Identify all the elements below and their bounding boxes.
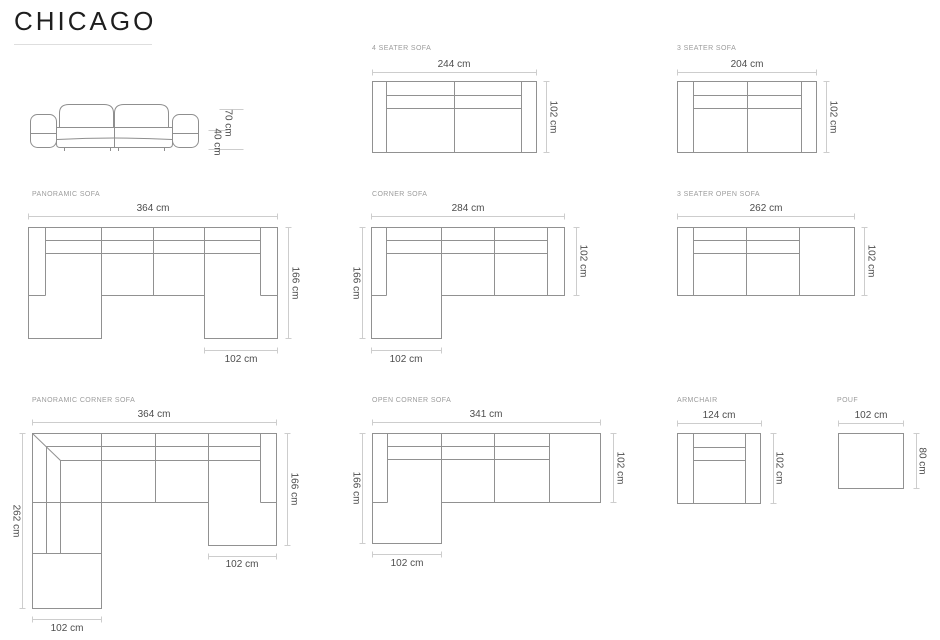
panoramic-corner-label: PANORAMIC CORNER SOFA	[32, 397, 136, 404]
armchair-drawing	[678, 434, 761, 504]
corner-drawing	[372, 228, 565, 339]
armrest-left	[31, 115, 57, 148]
corner-width: 284 cm	[451, 203, 485, 214]
front-view-total-height: 70 cm	[222, 109, 234, 137]
three-seater-width: 204 cm	[730, 59, 764, 70]
page-title: CHICAGO	[14, 6, 157, 36]
open-corner-width: 341 cm	[469, 409, 503, 420]
title-underline	[14, 44, 152, 45]
three-seater-open-label: 3 SEATER OPEN SOFA	[677, 191, 760, 198]
panoramic-corner-right-chaise: 102 cm	[225, 559, 259, 570]
panoramic-width: 364 cm	[136, 203, 170, 214]
four-seater-drawing	[373, 82, 537, 153]
corner-depth-total: 166 cm	[350, 266, 362, 300]
armrest-right	[173, 115, 199, 148]
corner-depth: 102 cm	[577, 244, 589, 278]
pouf-width: 102 cm	[854, 410, 888, 421]
panoramic-drawing	[29, 228, 278, 339]
pouf-depth: 80 cm	[916, 447, 928, 475]
corner-chaise-width: 102 cm	[389, 354, 423, 365]
four-seater-label: 4 SEATER SOFA	[372, 45, 432, 52]
four-seater-width: 244 cm	[437, 59, 471, 70]
armchair-width: 124 cm	[702, 410, 736, 421]
three-seater-depth: 102 cm	[827, 100, 839, 134]
open-corner-label: OPEN CORNER SOFA	[372, 397, 452, 404]
panoramic-corner-bottom-chaise: 102 cm	[50, 623, 84, 634]
three-seater-open-width: 262 cm	[749, 203, 783, 214]
armchair-dimension-lines	[678, 421, 777, 504]
pouf-label: POUF	[837, 397, 859, 404]
three-seater-drawing	[678, 82, 817, 153]
backrest-cushion-left	[60, 105, 114, 128]
corner-dimension-lines	[360, 214, 580, 354]
three-seater-open-drawing	[678, 228, 855, 296]
three-seater-label: 3 SEATER SOFA	[677, 45, 737, 52]
panoramic-corner-drawing	[33, 434, 277, 609]
panoramic-dimension-lines	[29, 214, 292, 354]
panoramic-corner-width: 364 cm	[137, 409, 171, 420]
four-seater-depth: 102 cm	[547, 100, 559, 134]
open-corner-dimension-lines	[360, 420, 617, 558]
armchair-label: ARMCHAIR	[677, 397, 718, 404]
sofa-front-view-drawing	[31, 105, 199, 152]
open-corner-depth: 102 cm	[614, 451, 626, 485]
pouf-drawing	[839, 434, 904, 489]
sofa-feet	[65, 148, 165, 152]
three-seater-open-depth: 102 cm	[865, 244, 877, 278]
panoramic-label: PANORAMIC SOFA	[32, 191, 101, 198]
pouf-dimension-lines	[839, 421, 920, 489]
front-view-seat-height: 40 cm	[211, 128, 223, 156]
armchair-depth: 102 cm	[773, 451, 785, 485]
three-seater-open-dimension-lines	[678, 214, 868, 296]
corner-label: CORNER SOFA	[372, 191, 428, 198]
open-corner-drawing	[373, 434, 601, 544]
panoramic-chaise-width: 102 cm	[224, 354, 258, 365]
backrest-cushion-right	[115, 105, 169, 128]
panoramic-depth-total: 166 cm	[289, 266, 301, 300]
open-corner-chaise-width: 102 cm	[390, 558, 424, 569]
panoramic-corner-right-depth: 166 cm	[288, 472, 300, 506]
open-corner-depth-total: 166 cm	[350, 471, 362, 505]
panoramic-corner-left-depth: 262 cm	[10, 504, 22, 538]
